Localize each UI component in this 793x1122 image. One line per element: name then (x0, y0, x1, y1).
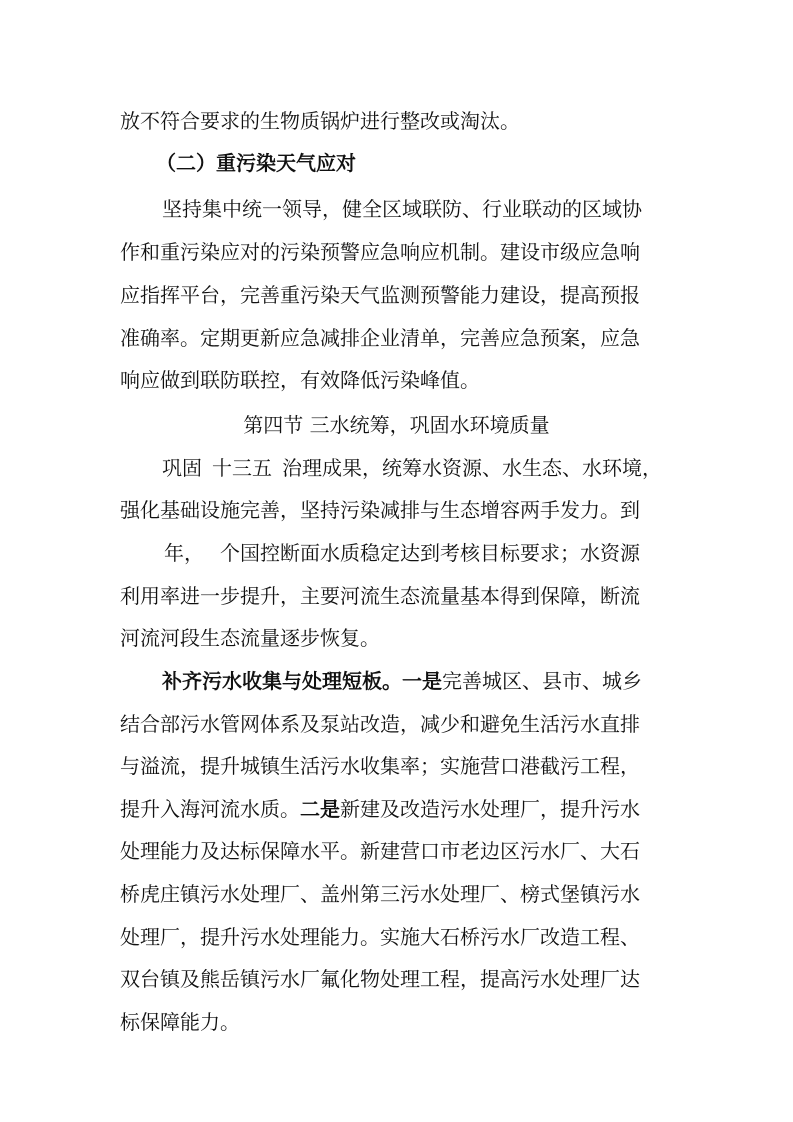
paragraph-line: 双台镇及熊岳镇污水厂氟化物处理工程，提高污水处理厂达 (120, 967, 640, 991)
paragraph-line: 应指挥平台，完善重污染天气监测预警能力建设，提高预报 (120, 283, 640, 307)
text-span: 提升入海河流水质。 (120, 797, 300, 821)
section-title: 第四节 三水统筹，巩固水环境质量 (243, 413, 550, 437)
bold-lead: 补齐污水收集与处理短板。一是 (162, 669, 442, 693)
paragraph-line: 坚持集中统一领导，健全区域联防、行业联动的区域协 (162, 197, 642, 221)
paragraph-line: 准确率。定期更新应急减排企业清单，完善应急预案，应急 (120, 326, 640, 350)
paragraph-line: 标保障能力。 (120, 1010, 240, 1034)
text-span: 完善城区、县市、城乡 (442, 669, 642, 693)
paragraph-line: 放不符合要求的生物质锅炉进行整改或淘汰。 (120, 109, 520, 133)
paragraph-line: 桥虎庄镇污水处理厂、盖州第三污水处理厂、榜式堡镇污水 (120, 882, 640, 906)
paragraph-line: 处理能力及达标保障水平。新建营口市老边区污水厂、大石 (120, 839, 640, 863)
text-span: 巩固 (162, 456, 202, 480)
paragraph-line (162, 668, 793, 694)
subsection-heading: （二）重污染天气应对 (156, 151, 356, 175)
paragraph-line (120, 796, 793, 822)
paragraph-line: 与溢流，提升城镇生活污水收集率；实施营口港截污工程， (120, 754, 640, 778)
paragraph-line: 河流河段生态流量逐步恢复。 (120, 626, 380, 650)
text-span: 十三五 (212, 456, 272, 480)
paragraph-line: 结合部污水管网体系及泵站改造，减少和避免生活污水直排 (120, 712, 640, 736)
paragraph-line: 作和重污染应对的污染预警应急响应机制。建设市级应急响 (120, 240, 640, 264)
paragraph-line: 强化基础设施完善，坚持污染减排与生态增容两手发力。到 (120, 498, 640, 522)
paragraph-line: 处理厂，提升污水处理能力。实施大石桥污水厂改造工程、 (120, 925, 640, 949)
text-span: 个国控断面水质稳定达到考核目标要求；水资源 (220, 541, 640, 565)
paragraph-line: 响应做到联防联控，有效降低污染峰值。 (120, 368, 480, 392)
paragraph-line: 利用率进一步提升，主要河流生态流量基本得到保障，断流 (120, 584, 640, 608)
bold-marker: 二是 (300, 797, 340, 821)
paragraph-line (164, 540, 793, 566)
text-span: 新建及改造污水处理厂，提升污水 (340, 797, 640, 821)
paragraph-line (162, 455, 793, 481)
text-span: 年， (164, 541, 204, 565)
text-span: 治理成果，统筹水资源、水生态、水环境， (282, 456, 662, 480)
